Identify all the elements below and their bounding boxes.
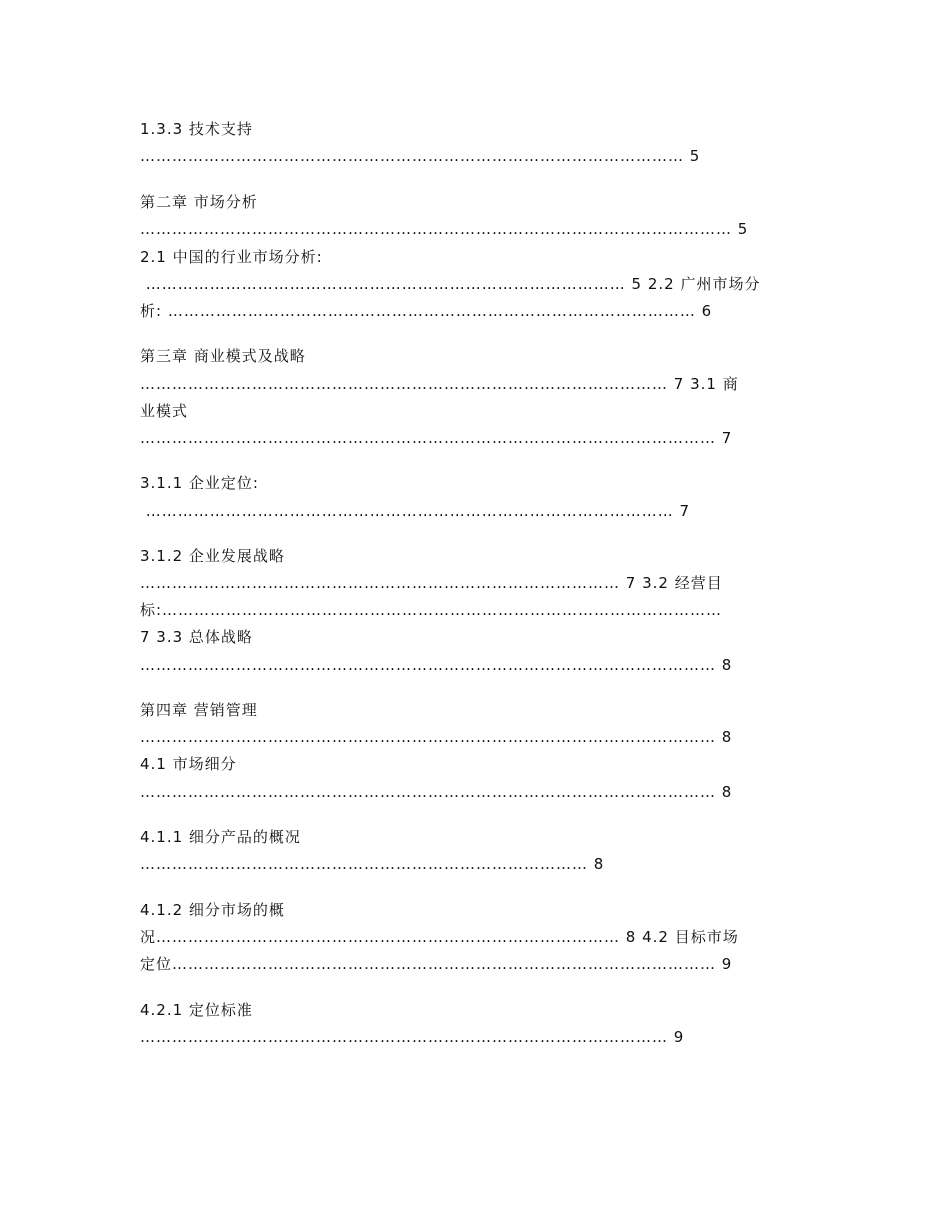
toc-line: 1.3.3 技术支持 [140,120,253,138]
toc-line: 3.1.2 企业发展战略 [140,547,285,565]
toc-line: ……………………………………………………………………………………………… 8 [140,656,733,674]
toc-line: ……………………………………………………………………………………… 7 3.1 商 [140,375,739,393]
toc-line: 况…………………………………………………………………………… 8 4.2 目标市场 [140,928,739,946]
toc-line: 4.2.1 定位标准 [140,1001,253,1019]
toc-line: ………………………………………………………………………………………… 5 [140,147,701,165]
toc-line: ………………………………………………………………………………………………… 5 [140,220,749,238]
toc-line: 2.1 中国的行业市场分析: [140,248,323,266]
toc-line: 4.1 市场细分 [140,755,237,773]
toc-line: 4.1.1 细分产品的概况 [140,828,301,846]
toc-line: 7 3.3 总体战略 [140,628,253,646]
toc-line: 4.1.2 细分市场的概 [140,901,285,919]
toc-line: ……………………………………………………………………………………………… 8 [140,728,733,746]
toc-line: ………………………………………………………………………… 8 [140,855,605,873]
toc-line: 3.1.1 企业定位: [140,474,259,492]
toc-line: ……………………………………………………………………………… 5 2.2 广州市场分 [140,275,761,293]
toc-line: 第三章 商业模式及战略 [140,347,306,365]
toc-line: 第二章 市场分析 [140,193,258,211]
toc-line: ……………………………………………………………………………………… 7 [140,502,691,520]
toc-line: 析: ……………………………………………………………………………………… 6 [140,302,713,320]
toc-line: ……………………………………………………………………………… 7 3.2 经营目 [140,574,723,592]
toc-line: 定位………………………………………………………………………………………… 9 [140,955,733,973]
toc-line: ……………………………………………………………………………………………… 8 [140,783,733,801]
toc-line: ……………………………………………………………………………………… 9 [140,1028,685,1046]
toc-line: ……………………………………………………………………………………………… 7 [140,429,733,447]
toc-line: 第四章 营销管理 [140,701,258,719]
toc-line: 业模式 [140,402,189,420]
toc-line: 标:…………………………………………………………………………………………… [140,601,723,619]
